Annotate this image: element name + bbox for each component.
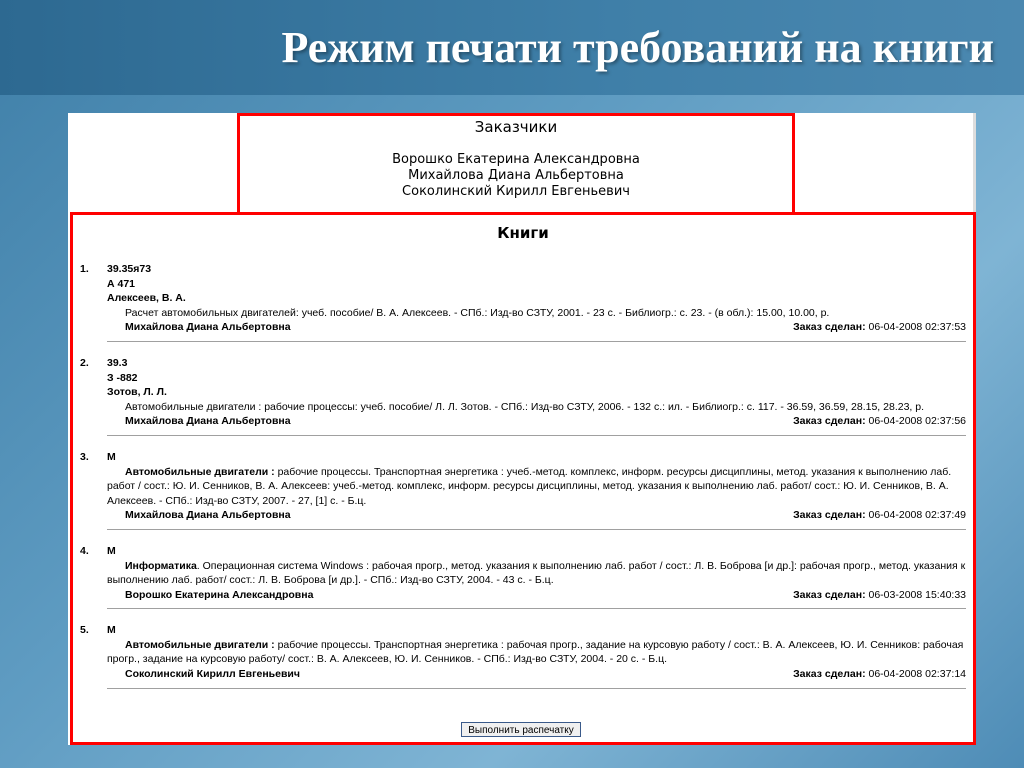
- entry-title: Автомобильные двигатели :: [125, 638, 275, 651]
- reader-name: Соколинский Кирилл Евгеньевич: [125, 668, 300, 681]
- entry-number: 1.: [80, 263, 89, 275]
- entry-code: А 471: [107, 277, 136, 290]
- customers-highlight: [237, 113, 795, 215]
- slide-title: Режим печати требований на книги: [281, 23, 994, 72]
- entry-code: Зотов, Л. Л.: [107, 386, 167, 399]
- order-date: 06-04-2008 02:37:49: [868, 509, 966, 522]
- entry-code: М: [107, 544, 116, 557]
- entry-code: М: [107, 450, 116, 463]
- entry-code: З -882: [107, 371, 138, 384]
- reader-name: Михайлова Диана Альбертовна: [125, 509, 291, 522]
- print-button[interactable]: Выполнить распечатку: [461, 722, 581, 737]
- customer-name: Соколинский Кирилл Евгеньевич: [402, 184, 630, 199]
- entry-number: 2.: [80, 356, 89, 369]
- reader-name: Ворошко Екатерина Александровна: [125, 588, 314, 601]
- order-date: 06-04-2008 02:37:14: [868, 668, 966, 681]
- order-label: Заказ сделан:: [793, 668, 866, 681]
- order-date: 06-04-2008 02:37:53: [868, 321, 966, 334]
- reader-name: Михайлова Диана Альбертовна: [125, 415, 291, 428]
- order-label: Заказ сделан:: [793, 509, 866, 522]
- entry-code: М: [107, 624, 116, 637]
- customers-heading: Заказчики: [474, 118, 558, 136]
- entry-title: Информатика: [125, 559, 197, 572]
- entry-desc-text: Автомобильные двигатели : рабочие процессы: учеб. пособие/ Л. Л. Зотов. - СПб.: Изд-во СЗТУ, 2006. - 132 с.: ил. - Библиогр.: с. 117. - 36.59, 36.59, 28.15, 28.23, р.: [125, 400, 925, 413]
- entry-desc-text: Расчет автомобильных двигателей: учеб. пособие/ В. А. Алексеев. - СПб.: Изд-во СЗТУ, 2001. - 23 с. - Библиогр.: с. 23. - (в обл.): 15.00, 10.00, р.: [125, 306, 830, 319]
- entry-code: 39.3: [107, 356, 128, 369]
- entry-code: 39.35я73: [107, 263, 152, 275]
- customer-name: Михайлова Диана Альбертовна: [408, 168, 624, 183]
- entry-number: 4.: [80, 544, 89, 557]
- entry-number: 3.: [80, 450, 89, 463]
- order-label: Заказ сделан:: [793, 415, 866, 428]
- order-date: 06-04-2008 02:37:56: [868, 415, 966, 428]
- order-label: Заказ сделан:: [793, 321, 866, 334]
- order-label: Заказ сделан:: [793, 588, 866, 601]
- reader-name: Михайлова Диана Альбертовна: [125, 321, 291, 334]
- entry-code: Алексеев, В. А.: [107, 292, 186, 305]
- entry-number: 5.: [80, 624, 89, 637]
- books-heading: Книги: [497, 224, 549, 242]
- order-date: 06-03-2008 15:40:33: [868, 588, 966, 601]
- entry-desc-text: рабочие процессы. Транспортная энергетика : учеб.-метод. комплекс, информ. ресурсы дисциплины, метод. указания к выполнению лаб. работ / сост.: Ю. И. Сенников, В. А. Алексеев: учеб.-метод. комплекс, информ. ресурсы дисциплины, метод. указания к выполнению лаб. работ/ сост.: Ю. И. Сенников, В. А. Алексеев. - СПб.: Изд-во СЗТУ, 2007. - 27, [1] с. - Б.ц.: [107, 465, 952, 507]
- books-highlight: [70, 212, 976, 745]
- entry-desc-text: рабочие процессы. Транспортная энергетика : рабочая прогр., задание на курсовую работу / сост.: В. А. Алексеев, Ю. И. Сенников: рабочая прогр., задание на курсовую работу/ сост.: В. А. Алексеев, Ю. И. Сенников. - СПб.: Изд-во СЗТУ, 2004. - 20 с. - Б.ц.: [107, 638, 964, 666]
- entry-title: Автомобильные двигатели :: [125, 465, 275, 478]
- entry-desc-text: . Операционная система Windows : рабочая прогр., метод. указания к выполнению лаб. работ / сост.: Л. В. Боброва [и др.]: рабочая прогр., метод. указания к выполнению лаб. работ/ сост.: Л. В. Боброва [и др.]. - СПб.: Изд-во СЗТУ, 2004. - 43 с. - Б.ц.: [107, 559, 966, 587]
- customer-name: Ворошко Екатерина Александровна: [392, 152, 640, 167]
